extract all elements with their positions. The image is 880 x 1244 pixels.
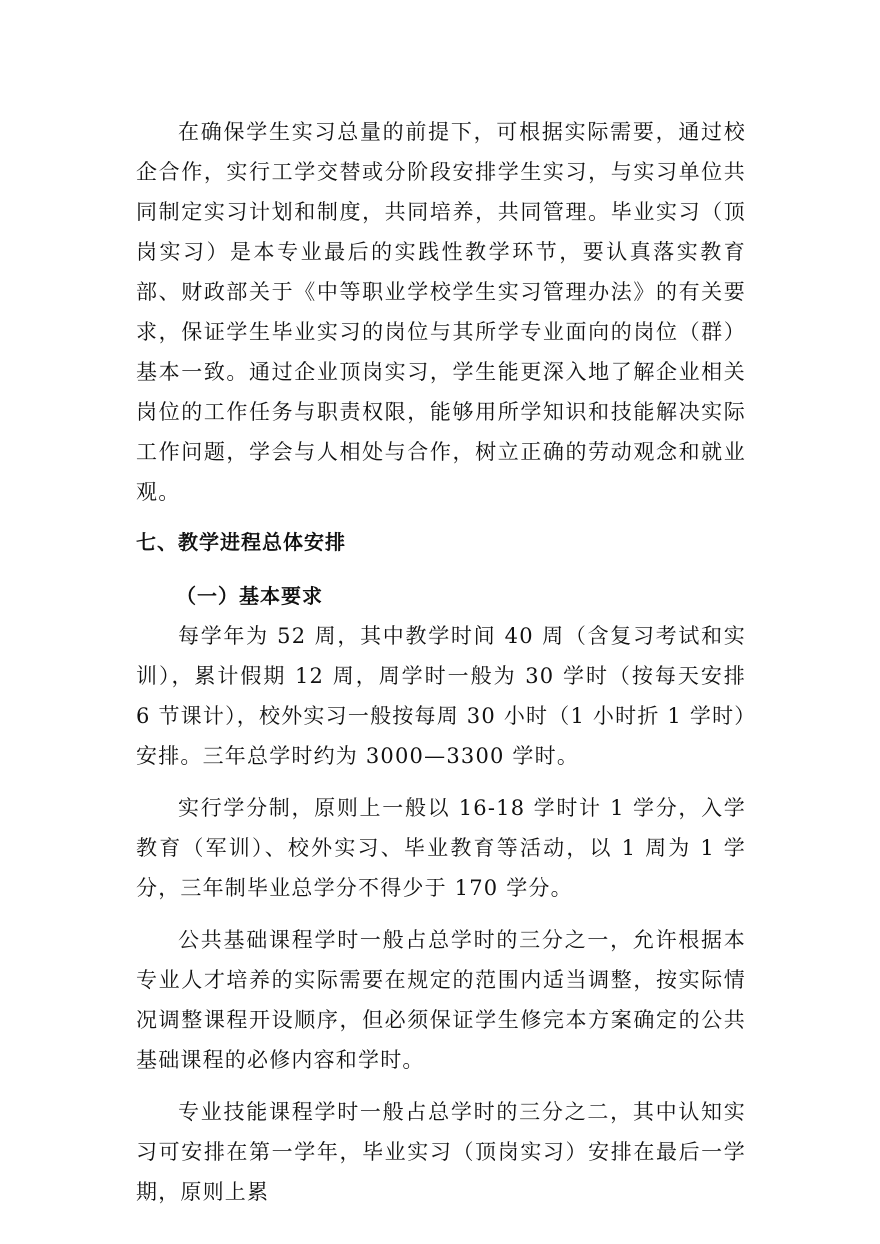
paragraph-professional-skill-courses: 专业技能课程学时一般占总学时的三分之二，其中认知实习可安排在第一学年，毕业实习（顶岗实习）安排在最后一学期，原则上累 [136, 1100, 746, 1204]
paragraph-academic-year: 每学年为 52 周，其中教学时间 40 周（含复习考试和实训），累计假期 12 周，周学时一般为 30 学时（按每天安排 6 节课计），校外实习一般按每周 30 小时（1 小时折 1 学时）安排。三年总学时约为 3000—3300 学时。 [136, 624, 746, 768]
document-body [136, 112, 746, 1224]
paragraph-credit-system: 实行学分制，原则上一般以 16-18 学时计 1 学分，入学教育（军训）、校外实习、毕业教育等活动，以 1 周为 1 学分，三年制毕业总学分不得少于 170 学分。 [136, 796, 746, 900]
paragraph-public-basic-courses: 公共基础课程学时一般占总学时的三分之一，允许根据本专业人才培养的实际需要在规定的范围内适当调整，按实际情况调整课程开设顺序，但必须保证学生修完本方案确定的公共基础课程的必修内容和学时。 [136, 928, 746, 1072]
paragraph-internship-arrangement: 在确保学生实习总量的前提下，可根据实际需要，通过校企合作，实行工学交替或分阶段安排学生实习，与实习单位共同制定实习计划和制度，共同培养，共同管理。毕业实习（顶岗实习）是本专业最后的实践性教学环节，要认真落实教育部、财政部关于《中等职业学校学生实习管理办法》的有关要求，保证学生毕业实习的岗位与其所学专业面向的岗位（群）基本一致。通过企业顶岗实习，学生能更深入地了解企业相关岗位的工作任务与职责权限，能够用所学知识和技能解决实际工作问题，学会与人相处与合作，树立正确的劳动观念和就业观。 [136, 120, 746, 504]
section-heading-teaching-schedule: 七、教学进程总体安排 [136, 530, 346, 554]
subsection-heading-basic-requirements: （一）基本要求 [176, 584, 323, 608]
